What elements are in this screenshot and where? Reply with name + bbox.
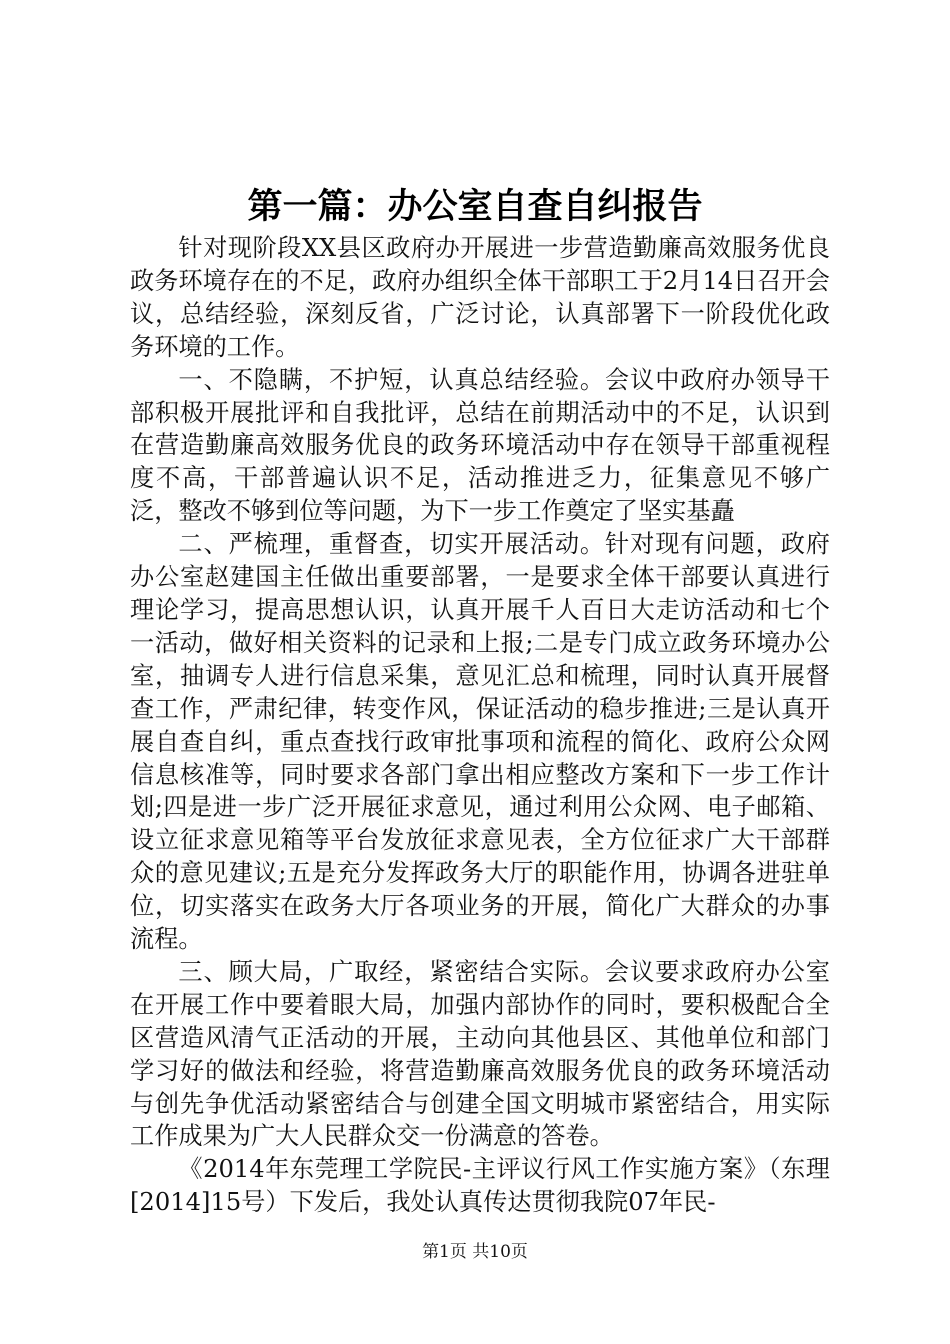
page-number-footer: 第1页 共10页 (422, 1242, 528, 1262)
paragraph-next-doc: 《2014年东莞理工学院民-主评议行风工作实施方案》（东理[2014]15号）下发后，我处认真传达贯彻我院07年民- (130, 1155, 830, 1217)
paragraph-section-2: 二、严梳理，重督查，切实开展活动。针对现有问题，政府办公室赵建国主任做出重要部署，一是要求全体干部要认真进行理论学习，提高思想认识，认真开展千人百日大走访活动和七个一活动，做好相关资料的记录和上报;二是专门成立政务环境办公室，抽调专人进行信息采集，意见汇总和梳理，同时认真开展督查工作，严肃纪律，转变作风，保证活动的稳步推进;三是认真开展自查自纠，重点查找行政审批事项和流程的简化、政府公众网信息核准等，同时要求各部门拿出相应整改方案和下一步工作计划;四是进一步广泛开展征求意见，通过利用公众网、电子邮箱、设立征求意见箱等平台发放征求意见表，全方位征求广大干部群众的意见建议;五是充分发挥政务大厅的职能作用，协调各进驻单位，切实落实在政务大厅各项业务的开展，简化广大群众的办事流程。 (130, 530, 830, 954)
document-title: 第一篇：办公室自查自纠报告 (247, 186, 703, 227)
document-body (130, 232, 830, 1219)
paragraph-section-3: 三、顾大局，广取经，紧密结合实际。会议要求政府办公室在开展工作中要着眼大局，加强内部协作的同时，要积极配合全区营造风清气正活动的开展，主动向其他县区、其他单位和部门学习好的做法和经验，将营造勤廉高效服务优良的政务环境活动与创先争优活动紧密结合与创建全国文明城市紧密结合，用实际工作成果为广大人民群众交一份满意的答卷。 (130, 957, 830, 1151)
paragraph-intro: 针对现阶段XX县区政府办开展进一步营造勤廉高效服务优良政务环境存在的不足，政府办组织全体干部职工于2月14日召开会议，总结经验，深刻反省，广泛讨论，认真部署下一阶段优化政务环境的工作。 (130, 234, 830, 361)
paragraph-section-1: 一、不隐瞒，不护短，认真总结经验。会议中政府办领导干部积极开展批评和自我批评，总结在前期活动中的不足，认识到在营造勤廉高效服务优良的政务环境活动中存在领导干部重视程度不高，干部普遍认识不足，活动推进乏力，征集意见不够广泛，整改不够到位等问题，为下一步工作奠定了坚实基矗 (130, 365, 830, 526)
